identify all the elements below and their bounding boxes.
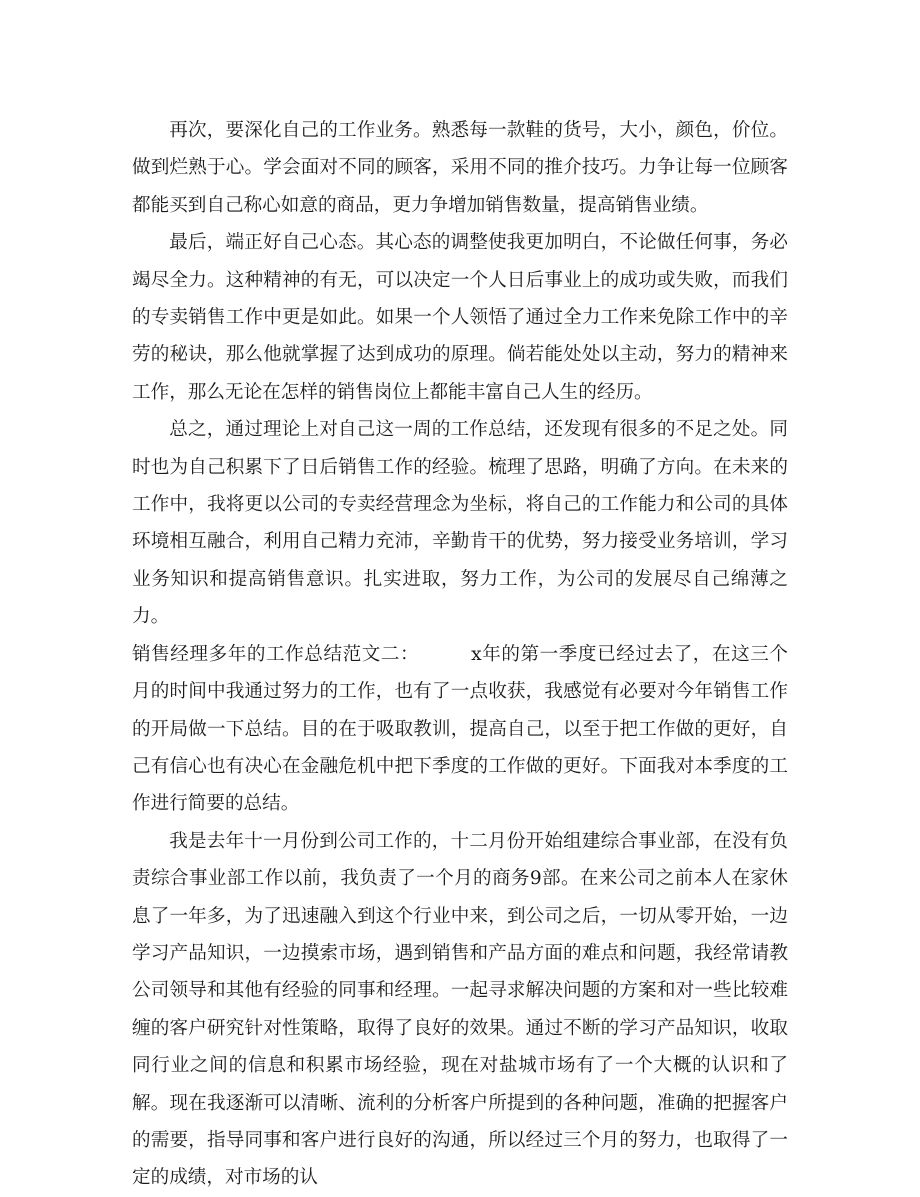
- section-heading: 销售经理多年的工作总结范文二：: [132, 643, 420, 665]
- paragraph-section-two-intro: [132, 636, 788, 823]
- paragraph-deepen-work: 再次，要深化自己的工作业务。熟悉每一款鞋的货号，大小，颜色，价位。做到烂熟于心。学会面对不同的顾客，采用不同的推介技巧。力争让每一位顾客都能买到自己称心如意的商品，更力争增加销售数量，提高销售业绩。: [132, 120, 788, 216]
- document-body: [132, 112, 788, 1197]
- section-intro-text: x年的第一季度已经过去了，在这三个月的时间中我通过努力的工作，也有了一点收获，我感觉有必要对今年销售工作的开局做一下总结。目的在于吸取教训，提高自己，以至于把工作做的更好，自己有信心也有决心在金融危机中把下季度的工作做的更好。下面我对本季度的工作进行简要的总结。: [132, 643, 788, 815]
- paragraph-summary: 总之，通过理论上对自己这一周的工作总结，还发现有很多的不足之处。同时也为自己积累下了日后销售工作的经验。梳理了思路，明确了方向。在未来的工作中，我将更以公司的专卖经营理念为坐标，将自己的工作能力和公司的具体环境相互融合，利用自己精力充沛，辛勤肯干的优势，努力接受业务培训，学习业务知识和提高销售意识。扎实进取，努力工作，为公司的发展尽自己绵薄之力。: [132, 419, 788, 628]
- paragraph-attitude: 最后，端正好自己心态。其心态的调整使我更加明白，不论做任何事，务必竭尽全力。这种精神的有无，可以决定一个人日后事业上的成功或失败，而我们的专卖销售工作中更是如此。如果一个人领悟了通过全力工作来免除工作中的辛劳的秘诀，那么他就掌握了达到成功的原理。倘若能处处以主动，努力的精神来工作，那么无论在怎样的销售岗位上都能丰富自己人生的经历。: [132, 232, 788, 403]
- paragraph-work-history: 我是去年十一月份到公司工作的，十二月份开始组建综合事业部，在没有负责综合事业部工作以前，我负责了一个月的商务9部。在来公司之前本人在家休息了一年多，为了迅速融入到这个行业中来，到公司之后，一切从零开始，一边学习产品知识，一边摸索市场，遇到销售和产品方面的难点和问题，我经常请教公司领导和其他有经验的同事和经理。一起寻求解决问题的方案和对一些比较难缠的客户研究针对性策略，取得了良好的效果。通过不断的学习产品知识，收取同行业之间的信息和积累市场经验，现在对盐城市场有了一个大概的认识和了解。现在我逐渐可以清晰、流利的分析客户所提到的各种问题，准确的把握客户的需要，指导同事和客户进行良好的沟通，所以经过三个月的努力，也取得了一定的成绩，对市场的认: [132, 830, 788, 1189]
